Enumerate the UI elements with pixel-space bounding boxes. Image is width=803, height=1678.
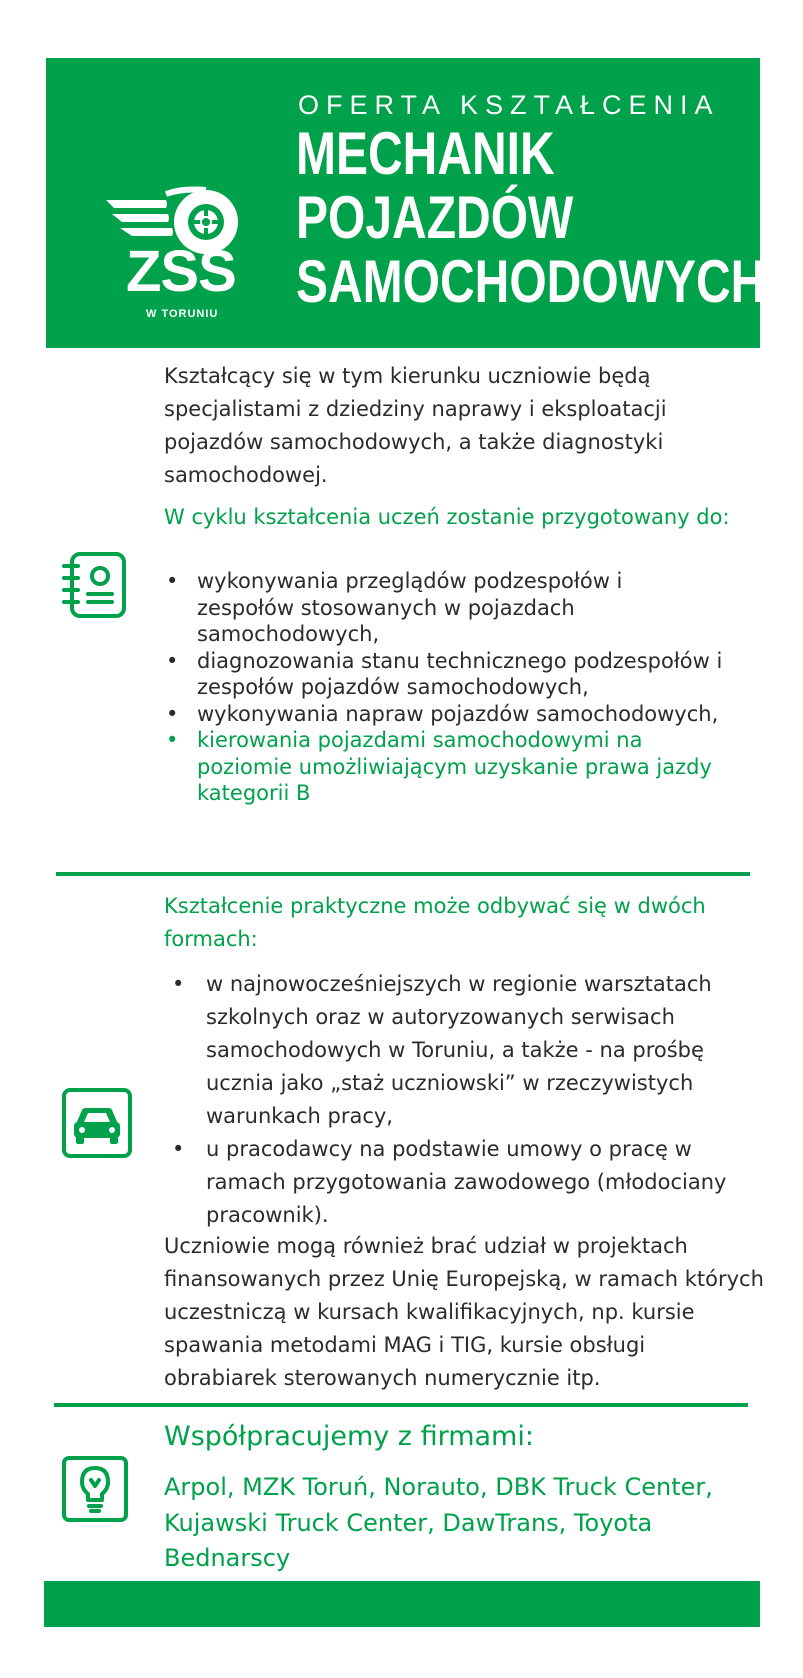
list-item: • diagnozowania stanu technicznego podzespołów i zespołów pojazdów samochodowych, (166, 648, 726, 701)
section2-footer: Uczniowie mogą również brać udział w projektach finansowanych przez Unię Europejską, w ramach których uczestniczą w kursach kwalifikacyjnych, np. kursie spawania metodami MAG i TIG, kursie obsługi obrabiarek sterowanych numerycznie itp. (164, 1234, 764, 1390)
section1-heading: W cyklu kształcenia uczeń zostanie przygotowany do: (164, 505, 730, 529)
section2-heading: Kształcenie praktyczne może odbywać się w dwóch formach: (164, 894, 706, 951)
header-title (296, 122, 765, 314)
header-subtitle: OFERTA KSZTAŁCENIA (298, 90, 720, 120)
list-item: • u pracodawcy na podstawie umowy o pracę w ramach przygotowania zawodowego (młodociany pracownik). (172, 1133, 752, 1232)
title-line-2: POJAZDÓW (296, 184, 574, 251)
list-item: • wykonywania przeglądów podzespołów i zespołów stosowanych w pojazdach samochodowych, (166, 568, 726, 648)
title-line-3: SAMOCHODOWYCH (296, 248, 766, 315)
partners-list: Arpol, MZK Toruń, Norauto, DBK Truck Center, Kujawski Truck Center, DawTrans, Toyota Bednarscy (164, 1473, 713, 1572)
car-icon (62, 1088, 132, 1162)
school-logo (106, 138, 256, 338)
notebook-icon (62, 550, 134, 626)
footer-bar (44, 1581, 760, 1627)
logo-subtext: W TORUNIU (146, 308, 219, 320)
section3-heading: Współpracujemy z firmami: (164, 1421, 534, 1452)
section1-list (166, 568, 726, 807)
list-item: • wykonywania napraw pojazdów samochodowych, (166, 701, 726, 728)
title-line-1: MECHANIK (296, 120, 555, 187)
divider (56, 872, 750, 876)
list-item: • kierowania pojazdami samochodowymi na poziomie umożliwiającym uzyskanie prawa jazdy kategorii B (166, 727, 726, 807)
logo-text: ZSS (126, 239, 236, 304)
intro-text: Kształcący się w tym kierunku uczniowie będą specjalistami z dziedziny naprawy i eksploatacji pojazdów samochodowych, a także diagnostyki samochodowej. (164, 364, 667, 487)
section2-list (172, 968, 752, 1232)
lightbulb-icon (62, 1456, 128, 1526)
divider (54, 1403, 748, 1407)
header-banner (46, 58, 766, 348)
list-item: • w najnowocześniejszych w regionie warsztatach szkolnych oraz w autoryzowanych serwisach samochodowych w Toruniu, a także - na prośbę ucznia jako „staż uczniowski” w rzeczywistych warunkach pracy, (172, 968, 752, 1133)
